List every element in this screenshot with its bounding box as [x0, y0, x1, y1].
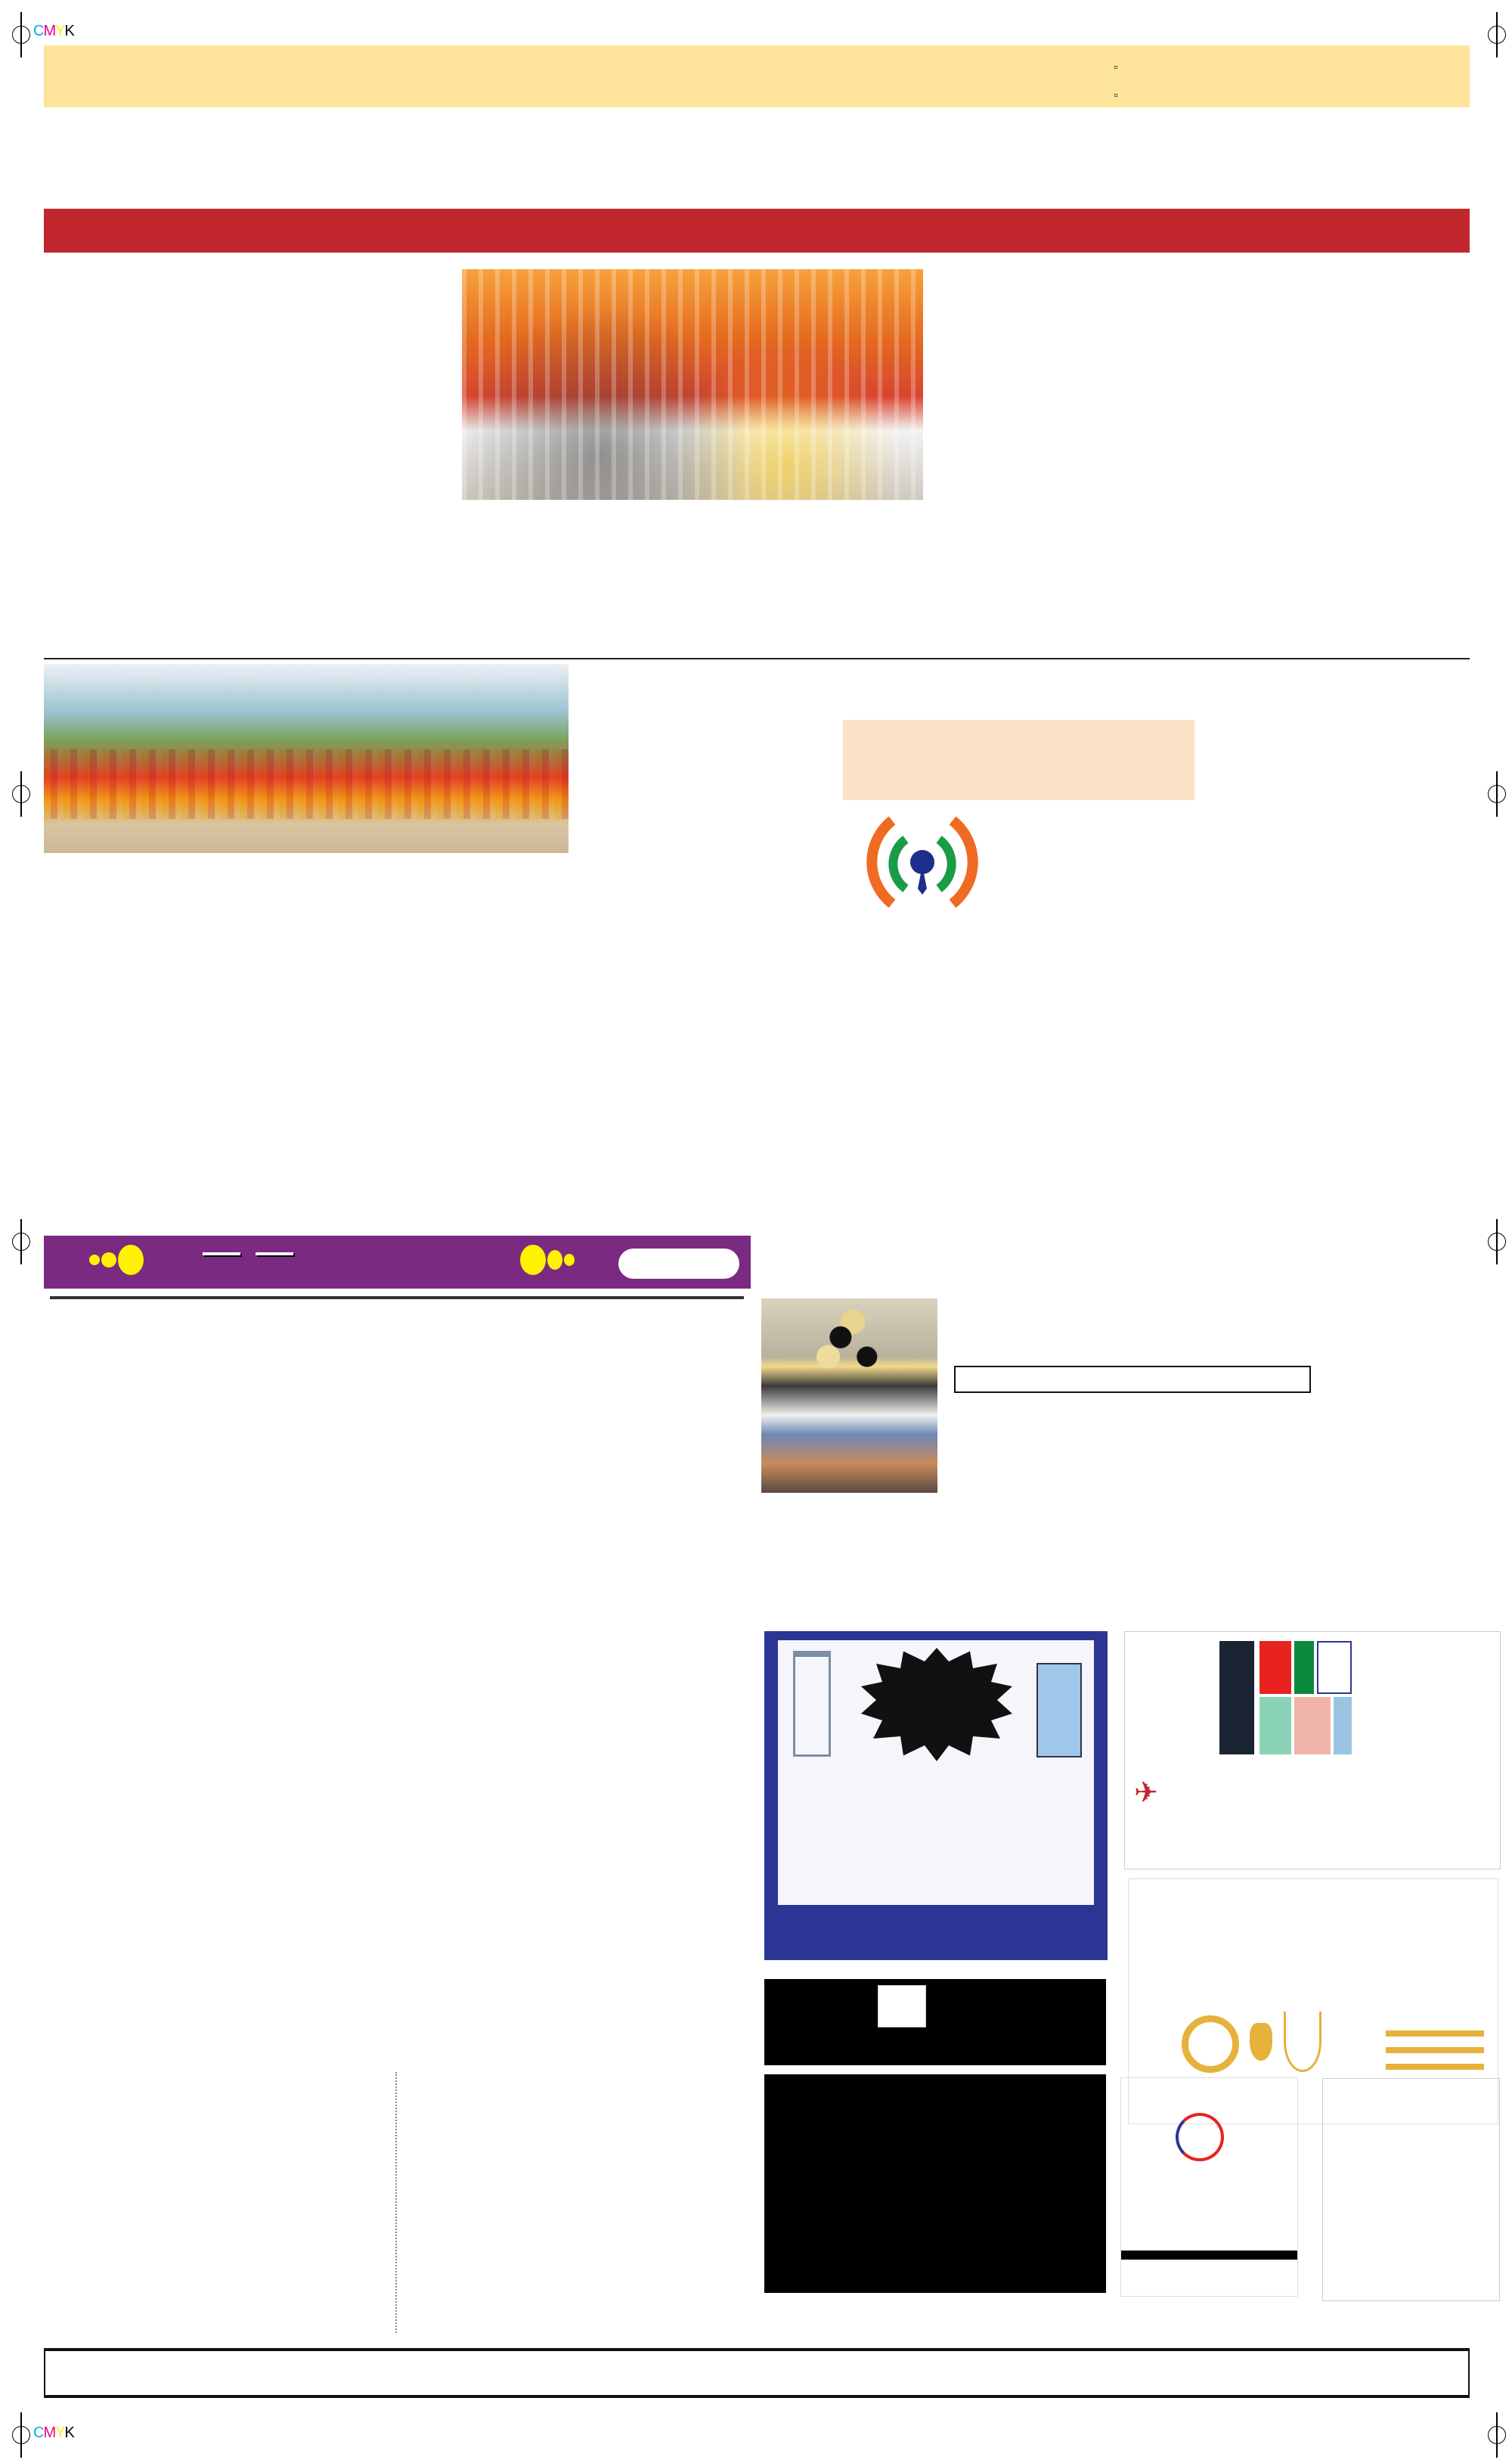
- change-of-name-notice: [954, 1366, 1311, 1393]
- divider: [395, 2072, 397, 2333]
- earnings-burst-badge: [861, 1648, 1012, 1761]
- crossword-grid[interactable]: [50, 1296, 744, 1299]
- csc-logo: [878, 1985, 926, 2027]
- tower-badge-icon: [1334, 1697, 1352, 1754]
- ad-zaki-sawkar[interactable]: [1124, 1631, 1501, 1869]
- farewell-photo: [761, 1298, 937, 1493]
- across-clues: [44, 2034, 388, 2039]
- airplane-icon: ✈: [1134, 1777, 1158, 1809]
- website-link[interactable]: [1114, 53, 1118, 81]
- crossword-header: [44, 1236, 751, 1289]
- registration-mark-icon: [1482, 2412, 1512, 2458]
- ad-address: [1121, 2251, 1297, 2260]
- vom-col-4: [1206, 720, 1387, 1218]
- lead-col-5: [934, 262, 1164, 611]
- registration-mark-icon: [1482, 771, 1512, 817]
- mosque-badge-icon: [1294, 1641, 1314, 1694]
- registration-mark-icon: [6, 2412, 36, 2458]
- noble-text-right: [951, 1295, 1129, 1296]
- earrings-icon: [1250, 2023, 1272, 2061]
- airindia-badge: [1259, 1697, 1291, 1754]
- hajj-badge: [1259, 1641, 1291, 1694]
- temple-event-photo: [462, 269, 923, 500]
- ne-logo: [1176, 2113, 1224, 2161]
- email-link[interactable]: [1114, 81, 1118, 109]
- lead-col-1: [44, 262, 244, 263]
- sharada-col-1: [29, 954, 199, 956]
- ad-nita-electricals[interactable]: [1120, 2077, 1298, 2297]
- lead-col-4: [697, 507, 924, 611]
- ad-home-business[interactable]: [764, 1631, 1108, 1960]
- voice-of-media-logo: [847, 805, 998, 964]
- decorative-dots-icon: [520, 1245, 576, 1275]
- ad-contact-block: [778, 1881, 1094, 1887]
- iata-badge: [1317, 1641, 1352, 1694]
- chain-icon: [1386, 2030, 1484, 2037]
- passport-badge: [1219, 1641, 1254, 1754]
- cmyk-strip: CMYK: [33, 23, 74, 39]
- down-clues: [404, 2034, 748, 2039]
- readers-notice: [1322, 2078, 1500, 2301]
- lead-subheadline: [44, 209, 1470, 253]
- registration-mark-icon: [6, 771, 36, 817]
- machine-illustration-icon: [1036, 1663, 1082, 1757]
- masthead: [44, 45, 1470, 107]
- vom-col-2: [843, 991, 1017, 1218]
- decorative-dots-icon: [89, 1245, 145, 1275]
- sharada-col-2: [206, 954, 376, 956]
- necklace-icon: [1284, 2012, 1321, 2072]
- ad-body: [778, 1640, 1094, 1905]
- registration-mark-icon: [6, 1219, 36, 1264]
- ad-services: [764, 2065, 1106, 2074]
- vom-col-3: [1024, 817, 1198, 1218]
- imprint-footer: [44, 2348, 1470, 2398]
- noble-text-left: [761, 1501, 939, 1503]
- broadcast-logo-icon: [847, 805, 998, 919]
- registration-mark-icon: [6, 12, 36, 57]
- machine-illustration-icon: [793, 1651, 831, 1757]
- contact-block: [1114, 53, 1118, 109]
- lead-col-2: [253, 262, 454, 263]
- divider: [44, 658, 1470, 659]
- crossword-number-badge: [618, 1249, 739, 1279]
- card-badge-icon: [1294, 1697, 1331, 1754]
- lead-col-6: [1176, 262, 1406, 611]
- cmyk-strip: CMYK: [33, 2424, 74, 2441]
- vom-col-1: [586, 720, 832, 1215]
- registration-mark-icon: [1482, 12, 1512, 57]
- registration-mark-icon: [1482, 1219, 1512, 1264]
- award-callout-box: [843, 720, 1194, 800]
- bangles-icon: [1182, 2015, 1239, 2073]
- ad-am-digital-xerox[interactable]: [764, 1979, 1106, 2293]
- lead-col-3: [462, 507, 689, 611]
- shivjayanti-photo: [44, 664, 569, 853]
